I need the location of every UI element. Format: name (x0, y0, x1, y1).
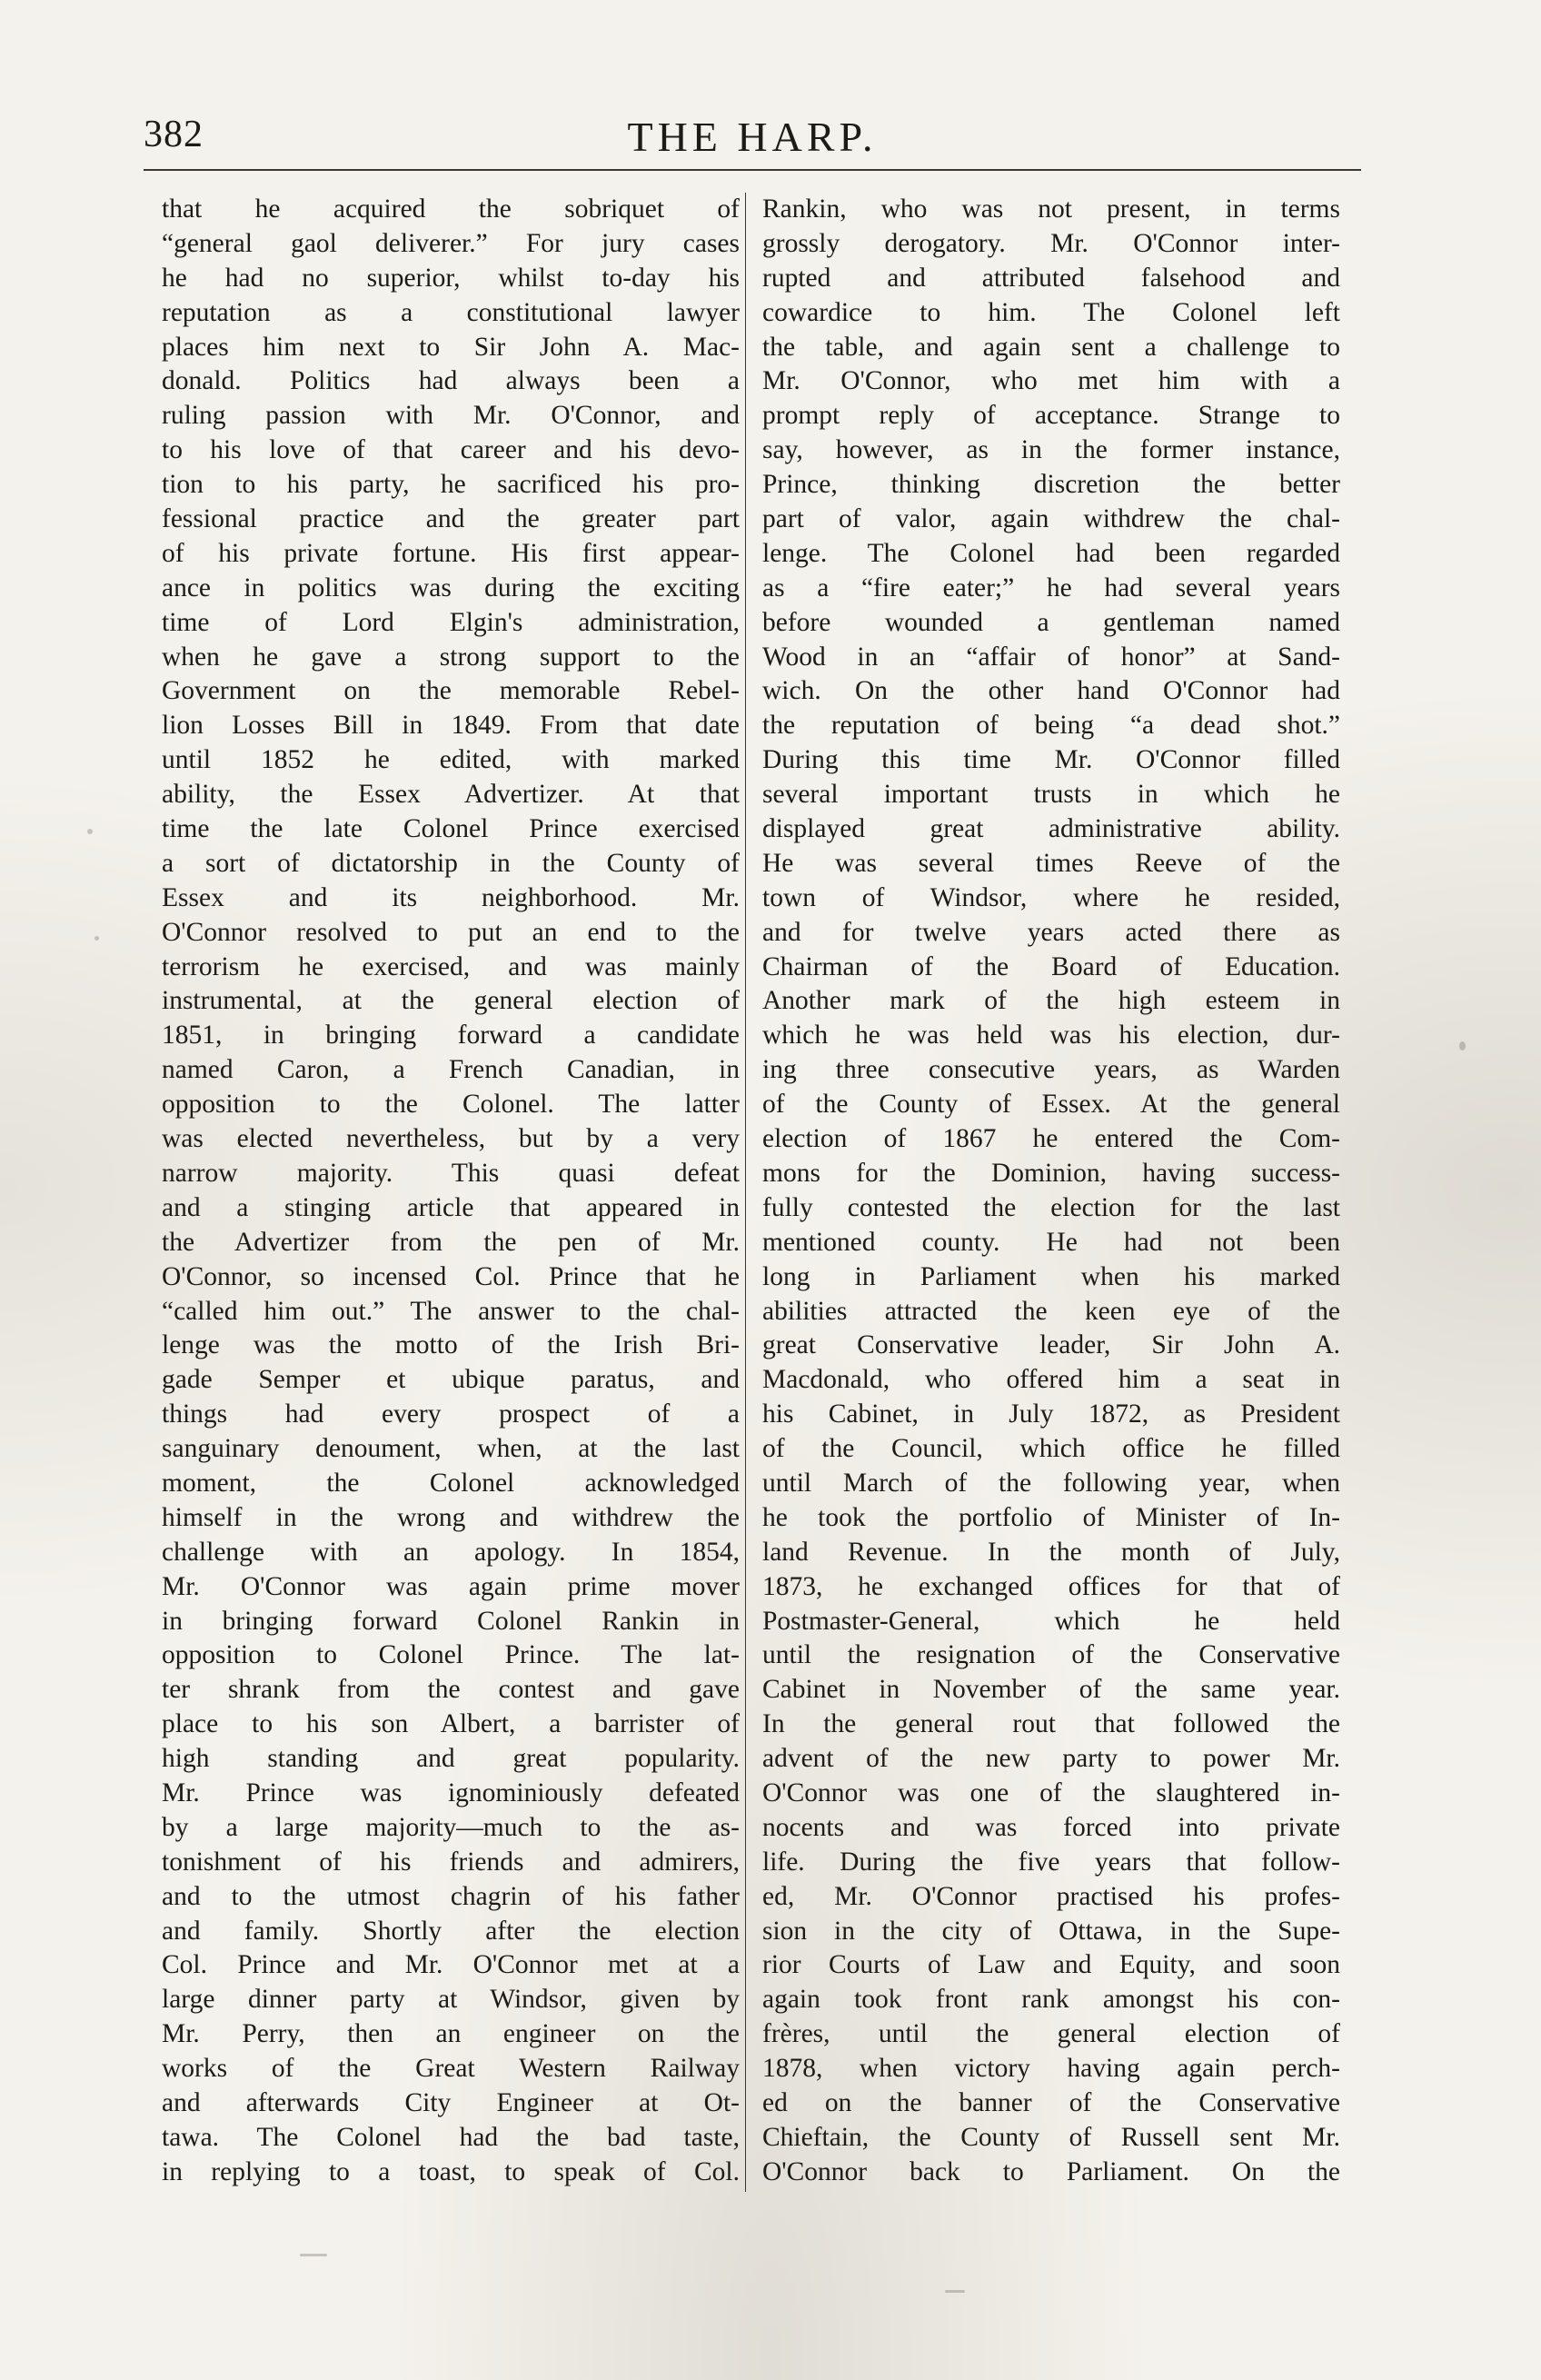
text-line: Prince, thinking discretion the better (762, 470, 1340, 500)
text-line: ance in politics was during the exciting (162, 573, 740, 602)
text-line: large dinner party at Windsor, given by (162, 1985, 740, 2015)
text-line: challenge with an apology. In 1854, (162, 1537, 740, 1567)
text-line: Wood in an “affair of honor” at Sand- (762, 642, 1340, 672)
text-line: During this time Mr. O'Connor filled (762, 745, 1340, 775)
text-line: of the County of Essex. At the general (762, 1090, 1340, 1120)
text-line: Mr. O'Connor, who met him with a (762, 366, 1340, 396)
text-line: named Caron, a French Canadian, in (162, 1055, 740, 1085)
left-column (162, 193, 740, 2190)
text-line: 1878, when victory having again perch- (762, 2054, 1340, 2084)
text-line: election of 1867 he entered the Com- (762, 1124, 1340, 1154)
page-number: 382 (144, 114, 204, 155)
text-line: ruling passion with Mr. O'Connor, and (162, 401, 740, 431)
text-line: until the resignation of the Conservative (762, 1640, 1340, 1670)
text-line: prompt reply of acceptance. Strange to (762, 401, 1340, 431)
text-line: fully contested the election for the last (762, 1192, 1340, 1222)
text-line: his Cabinet, in July 1872, as President (762, 1399, 1340, 1429)
text-line: long in Parliament when his marked (762, 1261, 1340, 1291)
text-line: opposition to the Colonel. The latter (162, 1090, 740, 1120)
text-line: in bringing forward Colonel Rankin in (162, 1606, 740, 1636)
text-line: tion to his party, he sacrificed his pro- (162, 470, 740, 500)
text-line: rupted and attributed falsehood and (762, 263, 1340, 293)
text-line: fessional practice and the greater part (162, 504, 740, 534)
text-line: advent of the new party to power Mr. (762, 1744, 1340, 1774)
text-line: he took the portfolio of Minister of In- (762, 1502, 1340, 1532)
text-line: O'Connor back to Parliament. On the (762, 2156, 1340, 2186)
text-line: places him next to Sir John A. Mac- (162, 332, 740, 362)
text-line: tonishment of his friends and admirers, (162, 1847, 740, 1877)
text-line: moment, the Colonel acknowledged (162, 1468, 740, 1498)
text-line: grossly derogatory. Mr. O'Connor inter- (762, 228, 1340, 258)
text-line: to his love of that career and his devo- (162, 435, 740, 465)
text-line: in replying to a toast, to speak of Col. (162, 2156, 740, 2186)
text-line: wich. On the other hand O'Connor had (762, 676, 1340, 706)
text-line: say, however, as in the former instance, (762, 435, 1340, 465)
text-line: Government on the memorable Rebel- (162, 676, 740, 706)
text-line: that he acquired the sobriquet of (162, 194, 740, 224)
text-line: time the late Colonel Prince exercised (162, 814, 740, 844)
text-line: things had every prospect of a (162, 1399, 740, 1429)
text-line: Mr. O'Connor was again prime mover (162, 1571, 740, 1601)
header-rule (144, 169, 1361, 171)
text-line: lion Losses Bill in 1849. From that date (162, 711, 740, 741)
text-line: Rankin, who was not present, in terms (762, 194, 1340, 224)
text-line: and for twelve years acted there as (762, 917, 1340, 947)
text-line: ter shrank from the contest and gave (162, 1675, 740, 1705)
text-line: reputation as a constitutional lawyer (162, 297, 740, 327)
text-line: town of Windsor, where he resided, (762, 882, 1340, 912)
page-header (144, 107, 1361, 162)
text-line: lenge was the motto of the Irish Bri- (162, 1330, 740, 1360)
text-line: was elected nevertheless, but by a very (162, 1124, 740, 1154)
text-line: Another mark of the high esteem in (762, 986, 1340, 1016)
text-line: the Advertizer from the pen of Mr. (162, 1227, 740, 1257)
text-line: terrorism he exercised, and was mainly (162, 951, 740, 981)
text-line: as a “fire eater;” he had several years (762, 573, 1340, 602)
text-line: abilities attracted the keen eye of the (762, 1296, 1340, 1326)
text-line: Macdonald, who offered him a seat in (762, 1365, 1340, 1395)
text-line: mentioned county. He had not been (762, 1227, 1340, 1257)
text-line: O'Connor, so incensed Col. Prince that he (162, 1261, 740, 1291)
text-line: tawa. The Colonel had the bad taste, (162, 2122, 740, 2152)
text-line: life. During the five years that follow- (762, 1847, 1340, 1877)
text-line: land Revenue. In the month of July, (762, 1537, 1340, 1567)
scan-speck (87, 829, 93, 834)
text-line: ed on the banner of the Conservative (762, 2087, 1340, 2117)
scan-speck (300, 2254, 327, 2256)
running-title: THE HARP. (627, 114, 878, 160)
text-line: by a large majority—much to the as- (162, 1812, 740, 1842)
text-line: of the Council, which office he filled (762, 1434, 1340, 1464)
text-line: displayed great administrative ability. (762, 814, 1340, 844)
text-line: Postmaster-General, which he held (762, 1606, 1340, 1636)
text-line: Cabinet in November of the same year. (762, 1675, 1340, 1705)
text-line: nocents and was forced into private (762, 1812, 1340, 1842)
text-line: until 1852 he edited, with marked (162, 745, 740, 775)
text-line: until March of the following year, when (762, 1468, 1340, 1498)
text-line: Mr. Prince was ignominiously defeated (162, 1778, 740, 1807)
text-line: the reputation of being “a dead shot.” (762, 711, 1340, 741)
text-line: sanguinary denoument, when, at the last (162, 1434, 740, 1464)
text-line: a sort of dictatorship in the County of (162, 848, 740, 878)
text-line: Mr. Perry, then an engineer on the (162, 2019, 740, 2049)
text-line: donald. Politics had always been a (162, 366, 740, 396)
text-line: mons for the Dominion, having success- (762, 1158, 1340, 1188)
scan-speck (945, 2290, 965, 2293)
text-line: In the general rout that followed the (762, 1709, 1340, 1739)
text-line: of his private fortune. His first appear- (162, 538, 740, 568)
text-line: part of valor, again withdrew the chal- (762, 504, 1340, 534)
scan-speck (94, 936, 99, 941)
text-line: and a stinging article that appeared in (162, 1192, 740, 1222)
text-line: ability, the Essex Advertizer. At that (162, 780, 740, 810)
text-line: high standing and great popularity. (162, 1744, 740, 1774)
text-line: ing three consecutive years, as Warden (762, 1055, 1340, 1085)
text-line: he had no superior, whilst to-day his (162, 263, 740, 293)
text-line: ed, Mr. O'Connor practised his profes- (762, 1881, 1340, 1911)
text-line: narrow majority. This quasi defeat (162, 1158, 740, 1188)
text-line: rior Courts of Law and Equity, and soon (762, 1950, 1340, 1980)
text-line: “general gaol deliverer.” For jury cases (162, 228, 740, 258)
text-line: Essex and its neighborhood. Mr. (162, 882, 740, 912)
text-line: and afterwards City Engineer at Ot- (162, 2087, 740, 2117)
text-line: opposition to Colonel Prince. The lat- (162, 1640, 740, 1670)
text-line: O'Connor resolved to put an end to the (162, 917, 740, 947)
text-line: cowardice to him. The Colonel left (762, 297, 1340, 327)
text-line: gade Semper et ubique paratus, and (162, 1365, 740, 1395)
text-line: time of Lord Elgin's administration, (162, 607, 740, 637)
text-line: place to his son Albert, a barrister of (162, 1709, 740, 1739)
text-line: several important trusts in which he (762, 780, 1340, 810)
text-line: O'Connor was one of the slaughtered in- (762, 1778, 1340, 1807)
text-line: instrumental, at the general election of (162, 986, 740, 1016)
text-line: Col. Prince and Mr. O'Connor met at a (162, 1950, 740, 1980)
text-line: before wounded a gentleman named (762, 607, 1340, 637)
text-line: lenge. The Colonel had been regarded (762, 538, 1340, 568)
text-line: He was several times Reeve of the (762, 848, 1340, 878)
text-line: 1851, in bringing forward a candidate (162, 1021, 740, 1051)
text-line: Chairman of the Board of Education. (762, 951, 1340, 981)
text-line: works of the Great Western Railway (162, 2054, 740, 2084)
scan-speck (1459, 1041, 1466, 1051)
text-line: when he gave a strong support to the (162, 642, 740, 672)
text-line: which he was held was his election, dur- (762, 1021, 1340, 1051)
text-line: and family. Shortly after the election (162, 1916, 740, 1946)
text-line: again took front rank amongst his con- (762, 1985, 1340, 2015)
text-line: and to the utmost chagrin of his father (162, 1881, 740, 1911)
text-line: the table, and again sent a challenge to (762, 332, 1340, 362)
column-divider (745, 193, 746, 2192)
right-column (762, 193, 1340, 2190)
text-line: “called him out.” The answer to the chal- (162, 1296, 740, 1326)
text-line: 1873, he exchanged offices for that of (762, 1571, 1340, 1601)
text-line: great Conservative leader, Sir John A. (762, 1330, 1340, 1360)
text-line: himself in the wrong and withdrew the (162, 1502, 740, 1532)
text-line: Chieftain, the County of Russell sent Mr. (762, 2122, 1340, 2152)
text-line: frères, until the general election of (762, 2019, 1340, 2049)
text-line: sion in the city of Ottawa, in the Supe- (762, 1916, 1340, 1946)
